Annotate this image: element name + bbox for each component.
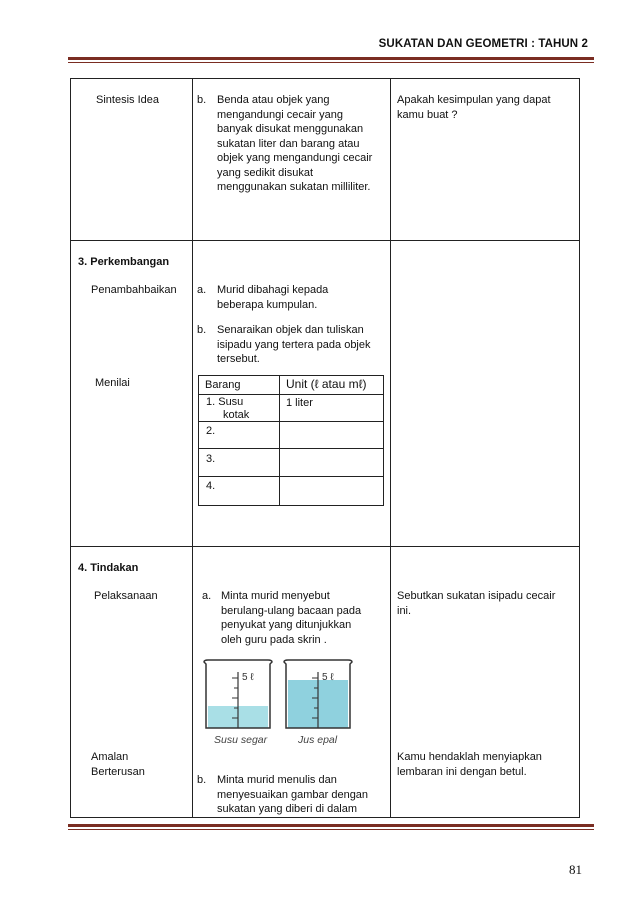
inner-row-divider-4 bbox=[198, 476, 384, 477]
caption-susu-segar: Susu segar bbox=[214, 734, 268, 746]
question-measure-volume: Sebutkan sukatan isipadu cecair ini. bbox=[397, 590, 556, 617]
section-4-title: 4. Tindakan bbox=[78, 562, 139, 574]
beakers-illustration bbox=[200, 658, 360, 730]
item-a-text: Murid dibahagi kepada beberapa kumpulan. bbox=[217, 284, 329, 311]
item-4b-marker: b. bbox=[197, 774, 207, 786]
stage-menilai: Menilai bbox=[95, 377, 130, 389]
inner-row-divider-1 bbox=[198, 394, 384, 395]
table-header-unit: Unit (ℓ atau mℓ) bbox=[286, 377, 367, 391]
item-a-marker: a. bbox=[197, 284, 207, 296]
header-rule-thin bbox=[68, 62, 594, 63]
activity-b-marker: b. bbox=[197, 94, 207, 106]
activity-b-text: Benda atau objek yang mengandungi cecair yang banyak disukat menggunakan sukatan liter dan barang atau objek yang mengandungi cecair yang sedikit disukat menggunakan sukatan milliliter. bbox=[217, 94, 373, 193]
question-complete-worksheet: Kamu hendaklah menyiapkan lembaran ini dengan betul. bbox=[397, 751, 542, 778]
item-4a-marker: a. bbox=[202, 590, 212, 602]
section-3-title: 3. Perkembangan bbox=[78, 256, 170, 268]
stage-penambahbaikan: Penambahbaikan bbox=[91, 284, 177, 296]
stage-amalan-berterusan: Amalan Berterusan bbox=[91, 751, 145, 778]
page-number: 81 bbox=[569, 862, 582, 877]
table-row-4-item: 4. bbox=[206, 480, 216, 492]
beaker-jus-epal-label: 5 ℓ bbox=[322, 672, 334, 683]
item-4a-text: Minta murid menyebut berulang-ulang bacaan pada penyukat yang ditunjukkan oleh guru pada skrin . bbox=[221, 590, 362, 646]
column-divider-2 bbox=[390, 78, 391, 818]
table-row-3-item: 3. bbox=[206, 453, 216, 465]
question-conclusion: Apakah kesimpulan yang dapat kamu buat ? bbox=[397, 94, 551, 121]
beaker-susu-segar bbox=[204, 660, 272, 728]
table-header-barang: Barang bbox=[205, 379, 241, 391]
header-title: SUKATAN DAN GEOMETRI : TAHUN 2 bbox=[378, 38, 588, 50]
stage-pelaksanaan: Pelaksanaan bbox=[94, 590, 158, 602]
table-row-2-item: 2. bbox=[206, 425, 216, 437]
row-divider-2 bbox=[70, 546, 580, 547]
beaker-jus-epal bbox=[284, 660, 352, 728]
column-divider-1 bbox=[192, 78, 193, 818]
table-row-1-unit: 1 liter bbox=[286, 397, 313, 409]
inner-row-divider-3 bbox=[198, 448, 384, 449]
header-rule-thick bbox=[68, 57, 594, 60]
footer-rule-thin bbox=[68, 829, 594, 830]
table-row-1-item: 1. Susu kotak bbox=[206, 396, 250, 421]
item-4b-text: Minta murid menulis dan menyesuaikan gambar dengan sukatan yang diberi di dalam bbox=[217, 774, 369, 815]
row-divider-1 bbox=[70, 240, 580, 241]
caption-jus-epal: Jus epal bbox=[298, 734, 338, 746]
item-b-text: Senaraikan objek dan tuliskan isipadu yang tertera pada objek tersebut. bbox=[217, 324, 371, 365]
beaker-susu-segar-label: 5 ℓ bbox=[242, 672, 254, 683]
stage-sintesis-idea: Sintesis Idea bbox=[96, 94, 159, 106]
item-b-marker: b. bbox=[197, 324, 207, 336]
footer-rule-thick bbox=[68, 824, 594, 827]
